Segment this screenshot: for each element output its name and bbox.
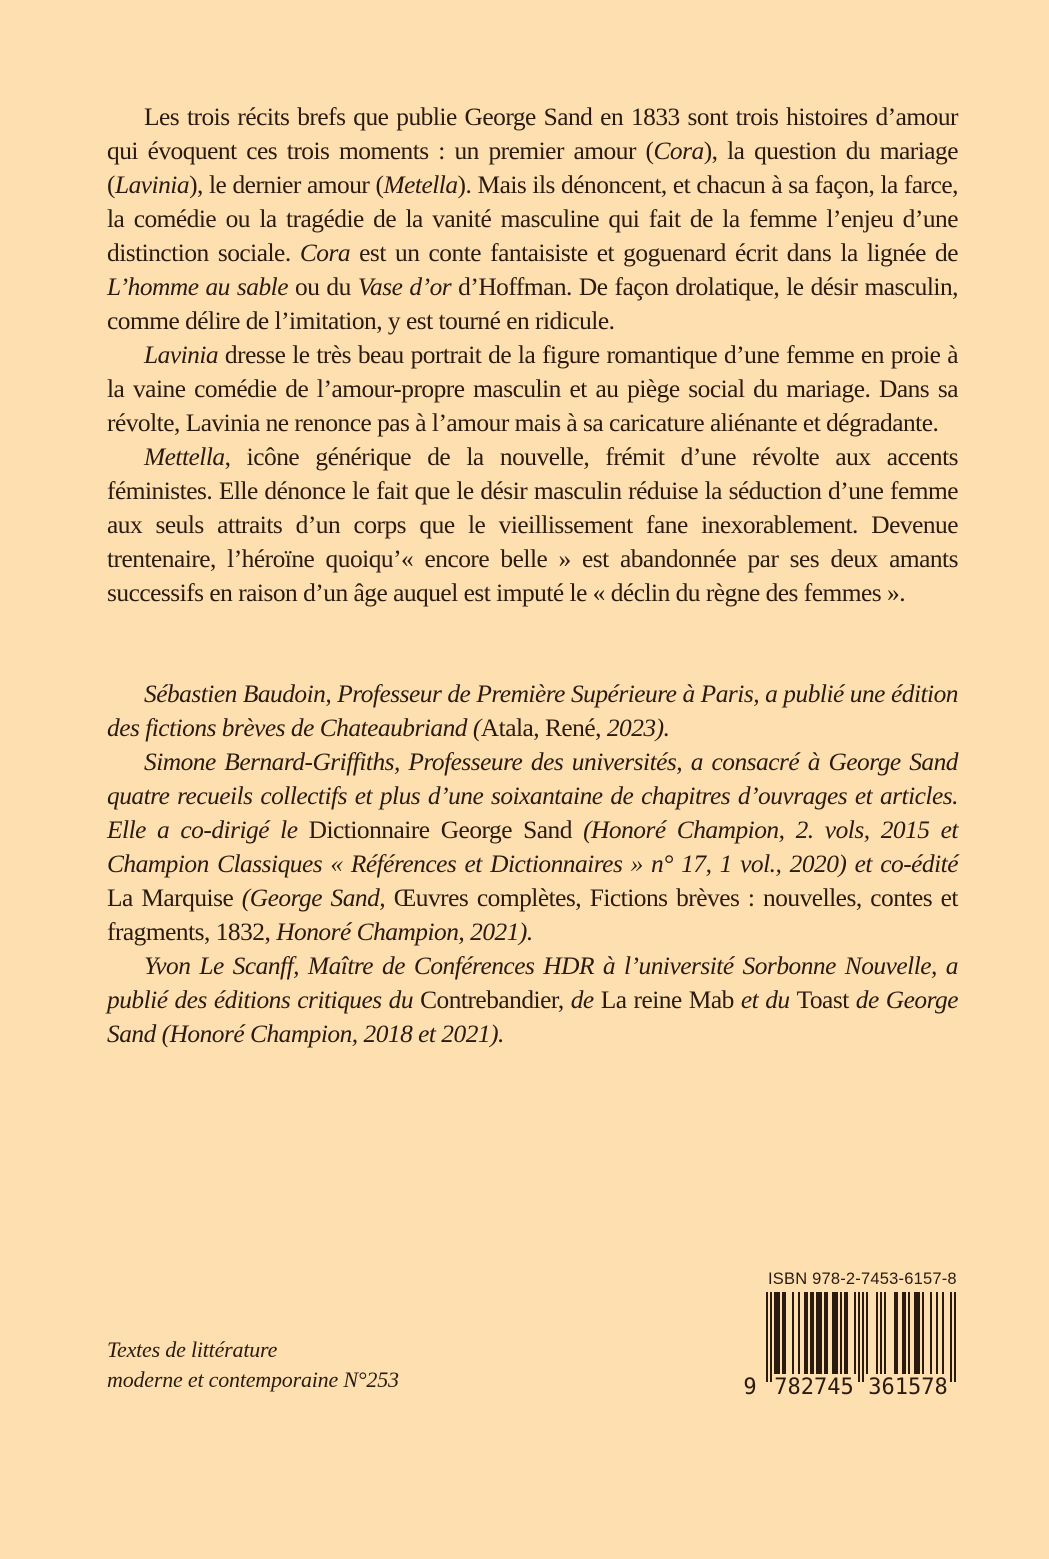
summary-paragraph xyxy=(107,440,958,610)
barcode-bar xyxy=(824,1292,826,1374)
barcode-bar xyxy=(916,1292,918,1374)
barcode-bar xyxy=(942,1292,944,1374)
barcode-bar xyxy=(950,1292,952,1382)
barcode-bar xyxy=(846,1292,848,1374)
italic-text-run: Honoré Champion, 2021). xyxy=(270,918,533,946)
barcode-bar xyxy=(840,1292,842,1374)
italic-text-run: Cora xyxy=(653,137,704,165)
italic-text-run: Cora xyxy=(299,239,351,267)
italic-text-run: Vase d’or xyxy=(357,273,452,301)
isbn-label: ISBN 978-2-7453-6157-8 xyxy=(768,1270,957,1288)
text-run: Les trois récits brefs que publie George Sand en 1833 sont trois histoires d’amour qui évoquent ces trois moments : un premier amour ( xyxy=(107,103,958,165)
barcode-bar xyxy=(866,1292,868,1374)
barcode-bar xyxy=(836,1292,838,1374)
barcode-bar xyxy=(804,1292,806,1374)
barcode-bar xyxy=(844,1292,846,1374)
italic-text-run: L’homme au sable xyxy=(107,273,288,301)
barcode-bar xyxy=(810,1292,812,1374)
barcode-bar xyxy=(854,1292,856,1374)
barcode-bar xyxy=(784,1292,786,1374)
text-run: Atala, René, xyxy=(480,714,601,742)
series-line-2: moderne et contemporaine N°253 xyxy=(107,1367,399,1392)
barcode-digits-right: 361578 xyxy=(868,1375,948,1400)
italic-text-run: Lavinia xyxy=(114,171,190,199)
barcode-bar xyxy=(896,1292,898,1374)
text-run: , icône générique de la nouvelle, frémit d’une révolte aux accents féministes. Elle dénonce le fait que le désir masculin réduise la séduction d’une femme aux seuls attraits d’un corps que le vieillissement fane inexorablement. Devenue trentenaire, l’héroïne quoiqu’« encore belle » est abandonnée par ses deux amants successifs en raison d’un âge auquel est imputé le « déclin du règne des femmes ». xyxy=(107,443,958,607)
barcode-bar xyxy=(774,1292,776,1374)
author-bio xyxy=(107,745,958,949)
italic-text-run: Yvon Le Scanff, Maître de Conférences HDR à l’université Sorbonne Nouvelle, a publié des éditions critiques du xyxy=(107,952,958,1014)
barcode-bar xyxy=(902,1292,904,1374)
author-bio xyxy=(107,949,958,1051)
isbn-barcode-block xyxy=(738,1270,963,1400)
book-summary xyxy=(107,100,958,610)
text-run: La Marquise xyxy=(107,884,234,912)
barcode-bar xyxy=(766,1292,768,1382)
italic-text-run: Mettella xyxy=(144,443,225,471)
back-cover-text xyxy=(107,100,958,1051)
text-run: Œuvres complètes, Fictions brèves : nouvelles, contes et fragments, 1832, xyxy=(107,884,958,946)
series-title xyxy=(107,1335,399,1395)
italic-text-run: et du xyxy=(733,986,797,1014)
italic-text-run: Sébastien Baudoin, Professeur de Première Supérieure à Paris, a publié une édition des fictions brèves de Chateaubriand ( xyxy=(107,680,958,742)
barcode-bar xyxy=(894,1292,896,1374)
barcode-digits-left: 782745 xyxy=(774,1375,854,1400)
barcode-bar xyxy=(936,1292,938,1374)
barcode-bar xyxy=(918,1292,920,1374)
italic-text-run: de George Sand (Honoré Champion, 2018 et 2021). xyxy=(107,986,958,1048)
barcode-bar xyxy=(922,1292,924,1374)
barcode-bar xyxy=(876,1292,878,1374)
text-run: La reine Mab xyxy=(600,986,734,1014)
summary-paragraph xyxy=(107,338,958,440)
text-run: ou du xyxy=(288,273,358,301)
author-bios xyxy=(107,677,958,1051)
barcode-bar xyxy=(904,1292,906,1374)
barcode-bar xyxy=(782,1292,784,1374)
summary-paragraph xyxy=(107,100,958,338)
italic-text-run: (Honoré Champion, 2. vols, 2015 et Champion Classiques « Références et Dictionnaires » n° 17, 1 vol., 2020) et co-édité xyxy=(107,816,958,878)
text-run: dresse le très beau portrait de la figure romantique d’une femme en proie à la vaine comédie de l’amour-propre masculin et au piège social du mariage. Dans sa révolte, Lavinia ne renonce pas à l’amour mais à sa caricature aliénante et dégradante. xyxy=(107,341,958,437)
text-run: ), la question du mariage ( xyxy=(107,137,959,199)
text-run: d’Hoffman. De façon drolatique, le désir masculin, comme délire de l’imitation, y est tourné en ridicule. xyxy=(107,273,958,335)
barcode-bar xyxy=(858,1292,860,1382)
barcode-bar xyxy=(792,1292,794,1374)
italic-text-run: 2023). xyxy=(601,714,670,742)
barcode-bar xyxy=(806,1292,808,1374)
barcode-bar xyxy=(930,1292,932,1374)
italic-text-run: Lavinia xyxy=(144,341,219,369)
text-run: Contrebandier, xyxy=(420,986,564,1014)
barcode-bar xyxy=(954,1292,956,1382)
italic-text-run: Simone Bernard-Griffiths, Professeure des universités, a consacré à George Sand quatre recueils collectifs et plus d’une soixantaine de chapitres d’ouvrages et articles. Elle a co-dirigé le xyxy=(107,748,958,844)
barcode-bar xyxy=(770,1292,772,1382)
barcode-bar xyxy=(778,1292,780,1374)
barcode-bar xyxy=(798,1292,800,1374)
text-run: ). Mais ils dénoncent, et chacun à sa façon, la farce, la comédie ou la tragédie de la vanité masculine qui fait de la femme l’enjeu d’une distinction sociale. xyxy=(107,171,958,267)
barcode-bar xyxy=(908,1292,910,1374)
ean13-barcode xyxy=(738,1292,963,1400)
barcode-bar xyxy=(832,1292,834,1374)
barcode-bar xyxy=(776,1292,778,1374)
barcode-bar xyxy=(816,1292,818,1374)
barcode-graphic xyxy=(738,1292,963,1400)
barcode-bar xyxy=(834,1292,836,1374)
series-line-1: Textes de littérature xyxy=(107,1337,278,1362)
text-run: Toast xyxy=(796,986,849,1014)
barcode-bar xyxy=(884,1292,886,1374)
italic-text-run: de xyxy=(563,986,601,1014)
barcode-bar xyxy=(880,1292,882,1374)
author-bio xyxy=(107,677,958,745)
text-run: ), le dernier amour ( xyxy=(189,171,384,199)
italic-text-run: (George Sand, xyxy=(233,884,394,912)
barcode-bar xyxy=(812,1292,814,1374)
text-run: Dictionnaire George Sand xyxy=(308,816,572,844)
barcode-bar xyxy=(820,1292,822,1374)
italic-text-run: Metella xyxy=(383,171,458,199)
barcode-digit-first: 9 xyxy=(743,1375,757,1400)
barcode-bar xyxy=(862,1292,864,1382)
barcode-bar xyxy=(826,1292,828,1374)
barcode-bar xyxy=(818,1292,820,1374)
text-run: est un conte fantaisiste et goguenard écrit dans la lignée de xyxy=(350,239,958,267)
barcode-bar xyxy=(914,1292,916,1374)
